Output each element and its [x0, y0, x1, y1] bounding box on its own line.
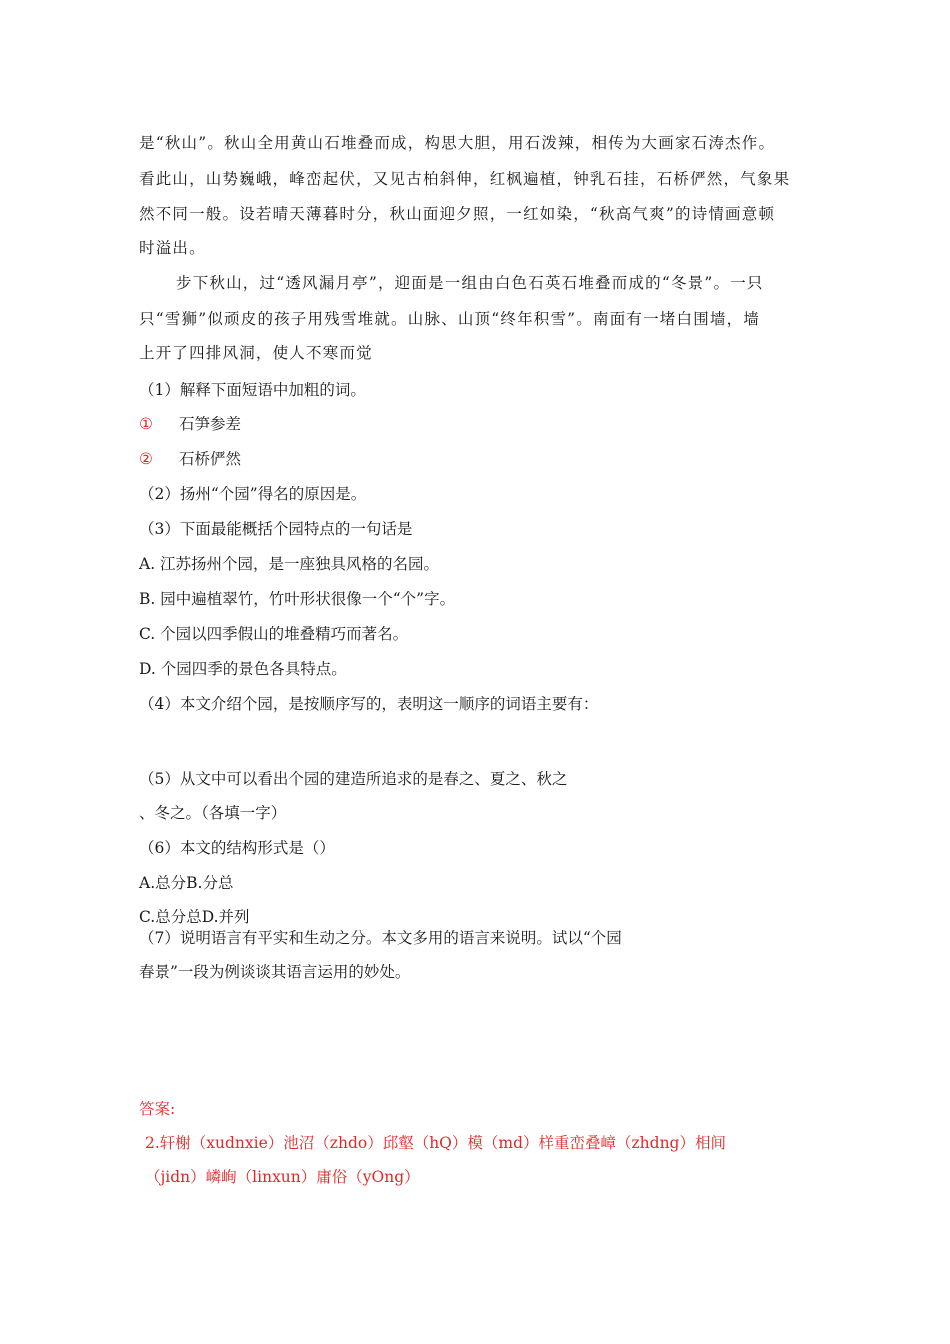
- question-2: （2）扬州“个园”得名的原因是。: [139, 485, 367, 503]
- circled-number-2: ②: [139, 450, 153, 468]
- question-6: （6）本文的结构形式是（）: [139, 839, 335, 857]
- question-5-line-1: （5）从文中可以看出个园的建造所追求的是春之、夏之、秋之: [139, 770, 568, 788]
- question-7-line-1: （7）说明语言有平实和生动之分。本文多用的语言来说明。试以“个园: [139, 929, 622, 947]
- question-3: （3）下面最能概括个园特点的一句话是: [139, 520, 413, 538]
- passage-p1-line-2: 看此山，山势巍峨，峰峦起伏，又见古柏斜伸，红枫遍植，钟乳石挂，石桥俨然，气象果: [139, 170, 791, 188]
- question-1-item-2-text: 石桥俨然: [179, 450, 242, 468]
- question-6-options-ab: A.总分B.分总: [139, 874, 234, 892]
- question-1: （1）解释下面短语中加粗的词。: [139, 381, 366, 399]
- question-3-option-c: C. 个园以四季假山的堆叠精巧而著名。: [139, 625, 409, 643]
- question-5-line-2: 、冬之。（各填一字）: [139, 804, 287, 822]
- answer-line-1: 2.轩榭（xudnxie）池沼（zhdo）邱壑（hQ）模（md）样重峦叠嶂（zhdng）相间: [145, 1134, 726, 1152]
- question-4: （4）本文介绍个园，是按顺序写的，表明这一顺序的词语主要有：: [139, 695, 599, 713]
- question-7-line-2: 春景”一段为例谈谈其语言运用的妙处。: [139, 963, 411, 981]
- passage-p1-line-4: 时溢出。: [139, 239, 206, 257]
- answer-line-2: （jidn）嶙峋（linxun）庸俗（yOng）: [145, 1168, 420, 1186]
- passage-p2-line-2: 只“雪狮”似顽皮的孩子用残雪堆就。山脉、山顶“终年积雪”。南面有一堵白围墙，墙: [139, 310, 760, 328]
- question-1-item-2: [139, 449, 241, 469]
- passage-p2-line-3: 上开了四排风洞，使人不寒而觉: [139, 344, 373, 362]
- passage-p1-line-3: 然不同一般。设若晴天薄暮时分，秋山面迎夕照，一红如染，“秋高气爽”的诗情画意顿: [139, 205, 776, 223]
- question-1-item-1-text: 石笋参差: [179, 415, 242, 433]
- question-3-option-d: D. 个园四季的景色各具特点。: [139, 660, 347, 678]
- question-6-options-cd: C.总分总D.并列: [139, 908, 250, 926]
- passage-p1-line-1: 是“秋山”。秋山全用黄山石堆叠而成，构思大胆，用石泼辣，相传为大画家石涛杰作。: [139, 134, 776, 152]
- passage-p2-line-1: 步下秋山，过“透风漏月亭”，迎面是一组由白色石英石堆叠而成的“冬景”。一只: [176, 274, 764, 292]
- question-3-option-b: B. 园中遍植翠竹，竹叶形状很像一个“个”字。: [139, 590, 456, 608]
- question-3-option-a: A. 江苏扬州个园，是一座独具风格的名园。: [139, 555, 440, 573]
- question-1-item-1: [139, 414, 241, 434]
- circled-number-1: ①: [139, 415, 153, 433]
- answer-label: 答案:: [139, 1100, 176, 1118]
